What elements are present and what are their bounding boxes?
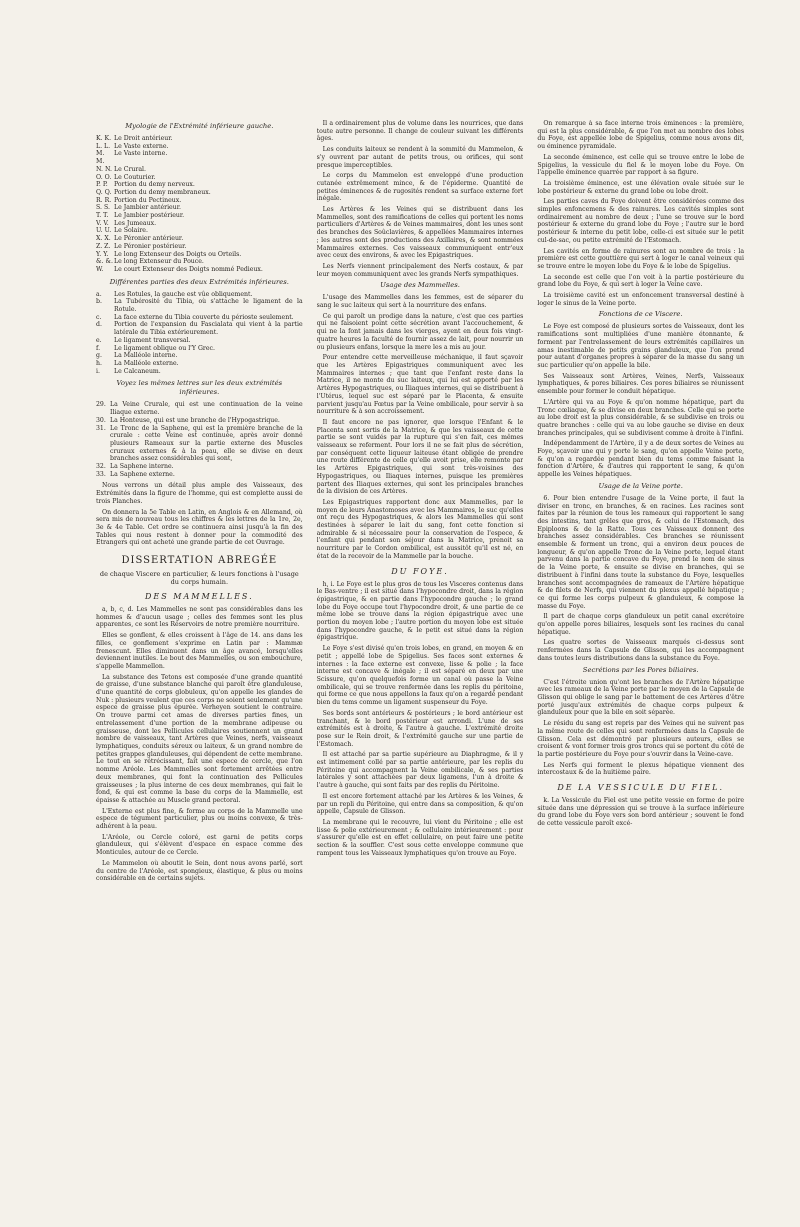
legend-item <box>96 321 303 336</box>
legend-key: Q. Q. <box>96 188 112 196</box>
legend-item <box>96 143 303 151</box>
paragraph: Le résidu du sang est repris par des Veines qui ne suivent pas la même route de celles qui sont renfermées dans la Capsule de Glisson. Cela est démontré par plusieurs auteurs, elles se croisent & vont former trois gros troncs qui se portent du côté de la partie postérieure du Foye pour s'ouvrir dans la Veine-cave. <box>537 720 745 758</box>
section-heading: Secrétions par les Pores biliaires. <box>582 665 699 674</box>
section-heading: Fonctions de ce Viscere. <box>598 310 683 319</box>
legend-key: 33. <box>96 470 106 478</box>
text-column-middle <box>317 120 524 1200</box>
legend-description: Les Jumeaux. <box>114 219 157 227</box>
legend-item <box>96 243 303 251</box>
legend-item <box>96 471 303 479</box>
legend-description: Le Tronc de la Saphene, qui est la première branche de la crurale : cette Veine est continuée, après avoir donné plusieurs Rameaux sur la partie externe des Muscles cruraux externes & à la peau, elle se divise en deux branches assez considérables qui sont, <box>110 424 303 463</box>
legend-key: &. &. <box>96 258 113 266</box>
paragraph: Il a ordinairement plus de volume dans les nourrices, que dans toute autre personne. Il change de couleur suivant les différents âges. <box>316 120 524 143</box>
legend-list <box>96 291 303 376</box>
chapter-heading: DE LA VESSICULE DU FIEL. <box>557 783 725 793</box>
legend-key: N. N. <box>96 165 112 173</box>
legend-description: Le long Extenseur du Pouce. <box>114 258 204 266</box>
paragraph: L'Externe est plus fine, & forme au corps de la Mammelle une espece de tégument particulier, plus ou moins convexe, & très-adhérent à la peau. <box>96 807 303 831</box>
legend-description: Portion du demy nerveux. <box>114 181 195 189</box>
legend-item <box>96 258 303 266</box>
paragraph: La membrane qui le recouvre, lui vient du Péritoine ; elle est lisse & polie extérieurement ; & cellulaire intérieurement : pour s'assurer qu'elle est en effet cellulaire, on peut faire une petite section & la souffler. C'est sous cette enveloppe commune que rampent tous les Vaisseaux lymphatiques qu'on trouve au Foye. <box>316 818 524 857</box>
legend-key: Y. Y. <box>96 250 109 258</box>
paragraph: L'usage des Mammelles dans les femmes, est de séparer du sang le suc laiteux qui sert à la nourriture des enfans. <box>316 294 524 310</box>
paragraph: Les Nerfs qui forment le plexus hépatique viennent des intercostaux & de la huitième paire. <box>537 761 745 777</box>
legend-description: Portion de l'expansion du Fascialata qui vient à la partie latérale du Tibia extérieurement. <box>114 321 303 337</box>
paragraph: Le Foye s'est divisé qu'en trois lobes, en grand, en moyen & en petit ; appellé lobe de Spigelius. Ses faces sont externes & internes : la face externe est convexe, lisse & polie ; la face interne est concave & inégale ; il est séparé en deux par une Scissure, qu'on quelquefois forme un canal où passe la Veine ombilicale, qui se trouve renfermée dans les replis du péritoine, qui forme ce que nous appellons la faux qu'on a regardé pendant bien du tems comme un ligament suspenseur du Foye. <box>316 645 524 707</box>
paragraph: Ses Vaisseaux sont Artères, Veines, Nerfs, Vaisseaux lymphatiques, & pores biliaires. Ces pores biliaires se réunissent ensemble pour former le conduit hépatique. <box>537 372 745 396</box>
legend-key: V. V. <box>96 219 109 227</box>
legend-description: Le ligament transversal. <box>114 336 191 344</box>
legend-description: Le ligament oblique ou l'Y Grec. <box>114 344 215 352</box>
legend-key: c. <box>96 313 102 321</box>
paragraph: Les parties caves du Foye doivent être considérées comme des simples enfoncemens & des rainures. Les cavités simples sont ordinairement au nombre de deux ; l'une se trouve sur le bord postérieur & externe du grand lobe du Foye ; l'autre sur le bord postérieur & interne du petit lobe, celle-ci est située sur le petit cul-de-sac, ou petite extrémité de l'Estomach. <box>537 198 745 244</box>
paragraph: Elles se gonflent, & elles croissent à l'âge de 14. ans dans les filles, ce gonflement s'exprime en Latin par : Mammæ frenescunt. Elles diminuent dans un âge avancé, lorsqu'elles deviennent inutiles. Le bout des Mammelles, ou son embouchure, s'appelle Mammellon. <box>96 632 303 670</box>
paragraph: h, i. Le Foye est le plus gros de tous les Visceres contenus dans le Bas-ventre ; il est situé dans l'hypocondre droit, dans la région épigastrique, & en partie dans l'hypocondre gauche ; le grand lobe du Foye occupe tout l'hypocondre droit, & une partie de ce même lobe se trouve dans la région épigastrique avec une portion du moyen lobe ; l'autre portion du moyen lobe est située dans l'hypocondre gauche, & le petit est situé dans la région épigastrique. <box>316 580 524 642</box>
legend-item <box>96 135 303 143</box>
legend-item <box>96 266 303 274</box>
section-heading: Myologie de l'Extrémité inférieure gauche. <box>125 122 274 130</box>
legend-item <box>96 150 303 165</box>
legend-list <box>96 401 303 478</box>
paragraph: Nous verrons un détail plus ample des Vaisseaux, des Extrémités dans la figure de l'homme, qui est complette aussi de trois Planches. <box>96 482 303 505</box>
legend-item <box>96 352 303 360</box>
paragraph: Les Nerfs viennent principalement des Nerfs costaux, & par leur moyen communiquent avec les grands Nerfs sympathiques. <box>316 262 524 278</box>
legend-item <box>96 251 303 259</box>
paragraph: Le Mammelon où aboutit le Sein, dont nous avons parlé, sort du centre de l'Aréole, est spongieux, élastique, & plus ou moins considérable en de certains sujets. <box>96 859 303 883</box>
text-column-right <box>537 120 744 1200</box>
legend-key: b. <box>96 298 102 306</box>
legend-description: Les Rotules, la gauche est vûe obliquement. <box>114 290 253 298</box>
paragraph: Les conduits laiteux se rendent à la sommité du Mammelon, & s'y ouvrent par autant de petits trous, ou orifices, qui sont presque imperceptibles. <box>316 146 524 169</box>
paragraph: L'Artère qui va au Foye & qu'on nomme hépatique, part du Tronc cœliaque, & se divise en deux branches. Celle qui se porte au lobe droit est la plus considérable, & se subdivise en trois ou quatre branches : celle qui va au lobe gauche se divise en deux branches principales, qui se subdivisent comme à droite à l'infini. <box>537 398 745 437</box>
legend-description: Le Vaste interne. <box>114 150 168 158</box>
legend-key: Z. Z. <box>96 242 111 250</box>
legend-description: La Veine Crurale, qui est une continuation de la veine Iliaque externe. <box>110 401 303 417</box>
paragraph: Les cavités en forme de rainures sont au nombre de trois : la première est cette gouttière qui sert à loger le canal veineux qui se trouve entre le moyen lobe du Foye & le lobe de Spigelius. <box>537 247 745 270</box>
text-column-left <box>96 120 303 1200</box>
paragraph: On remarque à sa face interne trois éminences : la première, qui est la plus considérable, & que l'on met au nombre des lobes du Foye, est appellée lobe de Spigelius, comme nous avons dit, ou éminence pyramidale. <box>537 120 745 151</box>
paragraph: La seconde est celle que l'on voit à la partie postérieure du grand lobe du Foye, & qui sert à loger la Veine cave. <box>537 273 745 289</box>
legend-key: f. <box>96 344 101 352</box>
legend-item <box>96 212 303 220</box>
legend-description: Le Droit antérieur. <box>114 135 173 142</box>
legend-item <box>96 425 303 464</box>
paragraph: Il part de chaque corps glanduleux un petit canal excrétoire qu'on appelle pores biliaires, lesquels sont les racines du canal hépatique. <box>537 613 745 636</box>
legend-key: 29. <box>96 401 106 409</box>
legend-key: 30. <box>96 416 106 424</box>
legend-description: Le Péronier postérieur. <box>114 242 187 250</box>
legend-description: Le Jambier postérieur. <box>114 212 185 220</box>
legend-description: Portion du Pectineux. <box>114 196 182 204</box>
legend-key: g. <box>96 352 102 360</box>
legend-key: P. P. <box>96 181 108 189</box>
legend-key: R. R. <box>96 196 112 204</box>
legend-item <box>96 181 303 189</box>
paragraph: Indépendamment de l'Artère, il y a de deux sortes de Veines au Foye, sçavoir une qui y porte le sang, qu'on appelle Veine porte, & qu'on a regardée pendant bien du tems comme faisant la fonction d'Artère, & d'autres qui rapportent le sang, & qu'on appelle les Veines hépatiques. <box>537 440 745 479</box>
paragraph: Le Foye est composé de plusieurs sortes de Vaisseaux, dont les ramifications sont multipliées d'une manière étonnante, & forment par l'entrelassement de leurs extrémités capillaires un amas inestimable de petits grains glanduleux, que l'on prend pour autant d'organes propres à séparer de la masse du sang un suc particulier qu'on appelle la bile. <box>537 323 745 369</box>
legend-item <box>96 220 303 228</box>
paragraph: La troisième éminence, est une élévation ovale située sur le lobe postérieur & externe du grand lobe ou lobe droit. <box>537 179 745 195</box>
legend-description: Le Solaire. <box>114 227 148 235</box>
legend-key: K. K. <box>96 135 112 142</box>
paragraph: Il est encore fortement attaché par les Artères & les Veines, & par un repli du Péritoine, qui entre dans sa composition, & qu'on appelle, Capsule de Glisson. <box>316 792 524 816</box>
legend-key: h. <box>96 359 102 367</box>
paragraph: Le corps du Mammelon est enveloppé d'une production cutanée extrêmement mince, & de l'épiderme. Quantité de petites éminences & de rugosités rendent sa surface externe fort inégale. <box>316 172 524 203</box>
paragraph: 6. Pour bien entendre l'usage de la Veine porte, il faut la diviser en tronc, en branches, & en racines. Les racines sont faites par la réunion de tous les rameaux qui rapportent le sang des intestins, tant grêles que gros, & celui de l'Estomach, des Epiploons & de la Ratte. Tous ces Vaisseaux donnent des branches assez considérables. Ces branches se réunissent ensemble & forment un tronc, qui a environ deux pouces de longueur, & qu'on appelle Tronc de la Veine porte, lequel étant parvenu dans la partie concave du Foye, prend le nom de sinus de la Veine porte, & ensuite se divise en branches, qui se distribuent à l'infini dans toute la substance du Foye, lesquelles branches sont accompagnées de rameaux de l'Artère hépatique & de filets de Nerfs, qui viennent du plexus appellé hépatique ; ce qui forme les corps pulpeux & glanduleux, & compose la masse du Foye. <box>537 494 745 610</box>
legend-key: S. S. <box>96 204 110 212</box>
paragraph: Il est attaché par sa partie supérieure au Diaphragme, & il y est intimement collé par sa partie antérieure, par les replis du Péritoine qui accompagnent la Veine ombilicale, & ses parties latérales y sont attachées par deux ligamens, l'un à droite & l'autre à gauche, qui sont faits par des replis du Péritoine. <box>316 751 524 790</box>
legend-description: Le Péronier antérieur. <box>114 235 184 243</box>
legend-item <box>96 166 303 174</box>
legend-description: La Tubérosité du Tibia, où s'attache le ligament de la Rotule. <box>114 298 303 314</box>
paragraph: L'Aréole, ou Cercle coloré, est garni de petits corps glanduleux, qui s'élèvent d'espace en espace comme des Monticules, autour de ce Cercle. <box>96 833 303 857</box>
legend-description: Le Crural. <box>114 165 147 173</box>
legend-item <box>96 463 303 471</box>
legend-description: La Saphene interne. <box>110 463 174 471</box>
legend-item <box>96 401 303 416</box>
paragraph: On donnera la 5e Table en Latin, en Anglois & en Allemand, où sera mis de nouveau tous les chiffres & les lettres de la 1re, 2e, 3e & 4e Table. Cet ordre se continuera ainsi jusqu'à la fin des Tables qui nous restent à donner pour la commodité des Etrangers qui ont acheté une grande partie de cet Ouvrage. <box>96 508 303 547</box>
legend-item <box>96 174 303 182</box>
legend-key: T. T. <box>96 212 109 220</box>
paragraph: La troisième cavité est un enfoncement transversal destiné à loger le sinus de la Veine porte. <box>537 292 745 307</box>
paragraph: Ses bords sont antérieurs & postérieurs ; le bord antérieur est tranchant, & le bord postérieur est arrondi. L'une de ses extrémités est à droite, & l'autre à gauche. L'extrémité droite pose sur le Rein droit, & l'extrémité gauche sur une partie de l'Estomach. <box>316 709 524 748</box>
legend-description: La Honteuse, qui est une branche de l'Hypogastrique. <box>110 416 280 424</box>
legend-item <box>96 368 303 376</box>
legend-list <box>96 135 303 274</box>
legend-item <box>96 291 303 299</box>
legend-description: Le Calcaneum. <box>114 367 161 375</box>
legend-key: W. <box>96 265 104 273</box>
legend-description: Le court Extenseur des Doigts nommé Pedieux. <box>114 265 263 273</box>
legend-item <box>96 314 303 322</box>
section-heading: Usage des Mammelles. <box>380 281 460 290</box>
legend-description: La Saphene externe. <box>110 470 175 478</box>
legend-item <box>96 360 303 368</box>
legend-item <box>96 204 303 212</box>
paragraph: La seconde éminence, est celle qui se trouve entre le lobe de Spigelius, la vessicule du fiel & le moyen lobe du Foye. On l'appelle éminence quarrée par rapport à sa figure. <box>537 153 745 177</box>
document-page <box>96 120 744 1200</box>
chapter-heading: DES MAMMELLES. <box>145 592 254 602</box>
legend-description: La Malléole interne. <box>114 352 178 360</box>
legend-description: Le Couturier. <box>114 173 156 181</box>
section-heading: Différentes parties des deux Extrémités inférieures. <box>109 277 289 286</box>
legend-description: Le Jambier antérieur. <box>114 204 181 212</box>
legend-key: O. O. <box>96 173 112 181</box>
legend-item <box>96 235 303 243</box>
legend-description: Le Vaste externe. <box>114 142 169 150</box>
legend-item <box>96 345 303 353</box>
legend-key: U. U. <box>96 227 112 235</box>
legend-item <box>96 298 303 313</box>
paragraph: C'est l'étroite union qu'ont les branches de l'Artère hépatique avec les rameaux de la Veine porte par le moyen de la Capsule de Glisson qui oblige le sang par le battement de ces Artères d'être porté jusqu'aux extrémités de chaque corps pulpeux & glanduleux pour que la bile en soit séparée. <box>537 678 745 717</box>
paragraph: Il faut encore ne pas ignorer, que lorsque l'Enfant & le Placenta sont sortis de la Matrice, & que les vaisseaux de cette partie se sont vuidés par la rupture qui s'en fait, ces mêmes vaisseaux se referment. Pour lors il ne se fait plus de sécrétion, par conséquent cette liqueur laiteuse étant obligée de prendre une route différente de celle qu'elle avoit prise, elle remonte par les Artères Epigastriques, qui sont très-voisines des Hypogastriques, ou Iliaques internes, puisque les premières partent des Iliaques externes, qui sont les principales branches de la division de ces Artères. <box>316 418 524 496</box>
legend-key: e. <box>96 336 102 344</box>
paragraph: Ce qui paroît un prodige dans la nature, c'est que ces parties qui ne faisoient point cette sécrétion avant l'accouchement, & qui ne la font jamais dans les vierges, ayent en deux fois vingt-quatre heures la faculté de fournir assez de lait, pour nourrir un ou plusieurs enfans, lorsque la mere les a mis au jour. <box>316 312 524 351</box>
paragraph: k. La Vessicule du Fiel est une petite vessie en forme de poire située dans une dépression qui se trouve à la surface inférieure du grand lobe du Foye vers son bord antérieur ; souvent le fond de cette vessicule paroît excé- <box>537 797 745 828</box>
legend-item <box>96 337 303 345</box>
paragraph: Les quatre sortes de Vaisseaux marqués ci-dessus sont renfermées dans la Capsule de Glisson, qui les accompagnent dans toutes leurs distributions dans la substance du Foye. <box>537 639 745 662</box>
legend-item <box>96 189 303 197</box>
dissertation-title: DISSERTATION ABREGÉE <box>121 555 278 567</box>
section-heading: Usage de la Veine porte. <box>598 481 683 490</box>
legend-key: 31. <box>96 424 106 432</box>
chapter-heading: DU FOYE. <box>391 566 449 576</box>
legend-description: Portion du demy membraneux. <box>114 188 211 196</box>
paragraph: Les Artères & les Veines qui se distribuent dans les Mammelles, sont des ramifications de celles qui portent les noms particuliers d'Artères & de Veines mammaires, dont les unes sont des branches des Soûclavières, & appellées Mammaires internes ; les autres sont des productions des Axillaires, & sont nommées Mammaires externes. Ces vaisseaux communiquent entr'eux avec ceux des environs, & avec les Epigastriques. <box>316 206 524 260</box>
legend-key: a. <box>96 290 102 298</box>
section-heading: Voyez les mêmes lettres sur les deux extrémités inférieures. <box>116 379 283 397</box>
legend-description: La face externe du Tibia couverte du périoste seulement. <box>114 313 294 321</box>
legend-item <box>96 197 303 205</box>
paragraph: Les Epigastriques rapportent donc aux Mammelles, par le moyen de leurs Anastomoses avec les Mammaires, le suc qu'elles ont reçu des Hypogastriques, & alors les Mammelles qui sont destinées à séparer le lait du sang, font cette fonction si admirable & si nécessaire pour la conservation de l'espece, & l'enfant qui pendant son séjour dans la Matrice, prenoit sa nourriture par le Cordon ombilical, est aussitôt qu'il est né, en état de la recevoir de la Mammelle par la bouche. <box>316 498 524 560</box>
legend-key: L. L. <box>96 142 111 150</box>
legend-key: d. <box>96 321 102 329</box>
legend-description: La Malléole externe. <box>114 359 179 367</box>
paragraph: a, b, c, d. Les Mammelles ne sont pas considérables dans les hommes & d'aucun usage ; celles des femmes sont les plus apparentes, ce sont les Réservoirs de notre première nourriture. <box>96 606 303 629</box>
legend-key: i. <box>96 367 100 375</box>
legend-key: M. M. <box>96 150 105 166</box>
legend-item <box>96 227 303 235</box>
paragraph: Pour entendre cette merveilleuse méchanique, il faut sçavoir que les Artères Epigastriques communiquent avec les Mammaires internes ; que tant que l'enfant reste dans la Matrice, il ne monte du suc laiteux, qui lui est apporté par les Artères Hypogastriques, ou Iliaques internes, qui se distribuent à l'Utérus, lequel suc est séparé par le Placenta, & ensuite parvient jusqu'au Fœtus par la Veine ombilicale, pour servir à sa nourriture & à son accroissement. <box>316 354 524 416</box>
legend-key: 32. <box>96 463 106 471</box>
legend-description: Le long Extenseur des Doigts ou Orteils. <box>114 250 242 258</box>
dissertation-subtitle: de chaque Viscere en particulier, & leurs fonctions à l'usage du corps humain. <box>99 570 299 587</box>
paragraph: La substance des Tetons est composée d'une grande quantité de graisse, d'une substance blanche qui paroît être glanduleuse, d'une quantité de corps globuleux, qu'on appelle les glandes de Nuk : plusieurs veulent que ces corps ne soient seulement qu'une espece de graisse plus épurée. Verheyen soutient le contraire. On trouve parmi cet amas de diverses parties fines, un entrelassement d'une portion de la membrane adipeuse ou graisseuse, dont les Pellicules cellulaires soutiennent un grand nombre de vaisseaux, tant Artères que Veines, nerfs, vaisseaux lymphatiques, conduits séreux ou laiteux, & un grand nombre de petites grappes glanduleuses, qui dépendent de cette membrane. Le tout en se rétrécissant, fait une espece de cercle, que l'on nomme Aréole. Les Mammelles sont fortement arrêtées entre deux membranes, qui font la continuation des Pellicules graisseuses ; la plus interne de ces deux membranes, qui fait le fond, & qui est comme la base du corps de la Mammelle, est épaisse & attachée au Muscle grand pectoral. <box>96 673 303 804</box>
legend-item <box>96 417 303 425</box>
legend-key: X. X. <box>96 235 111 243</box>
